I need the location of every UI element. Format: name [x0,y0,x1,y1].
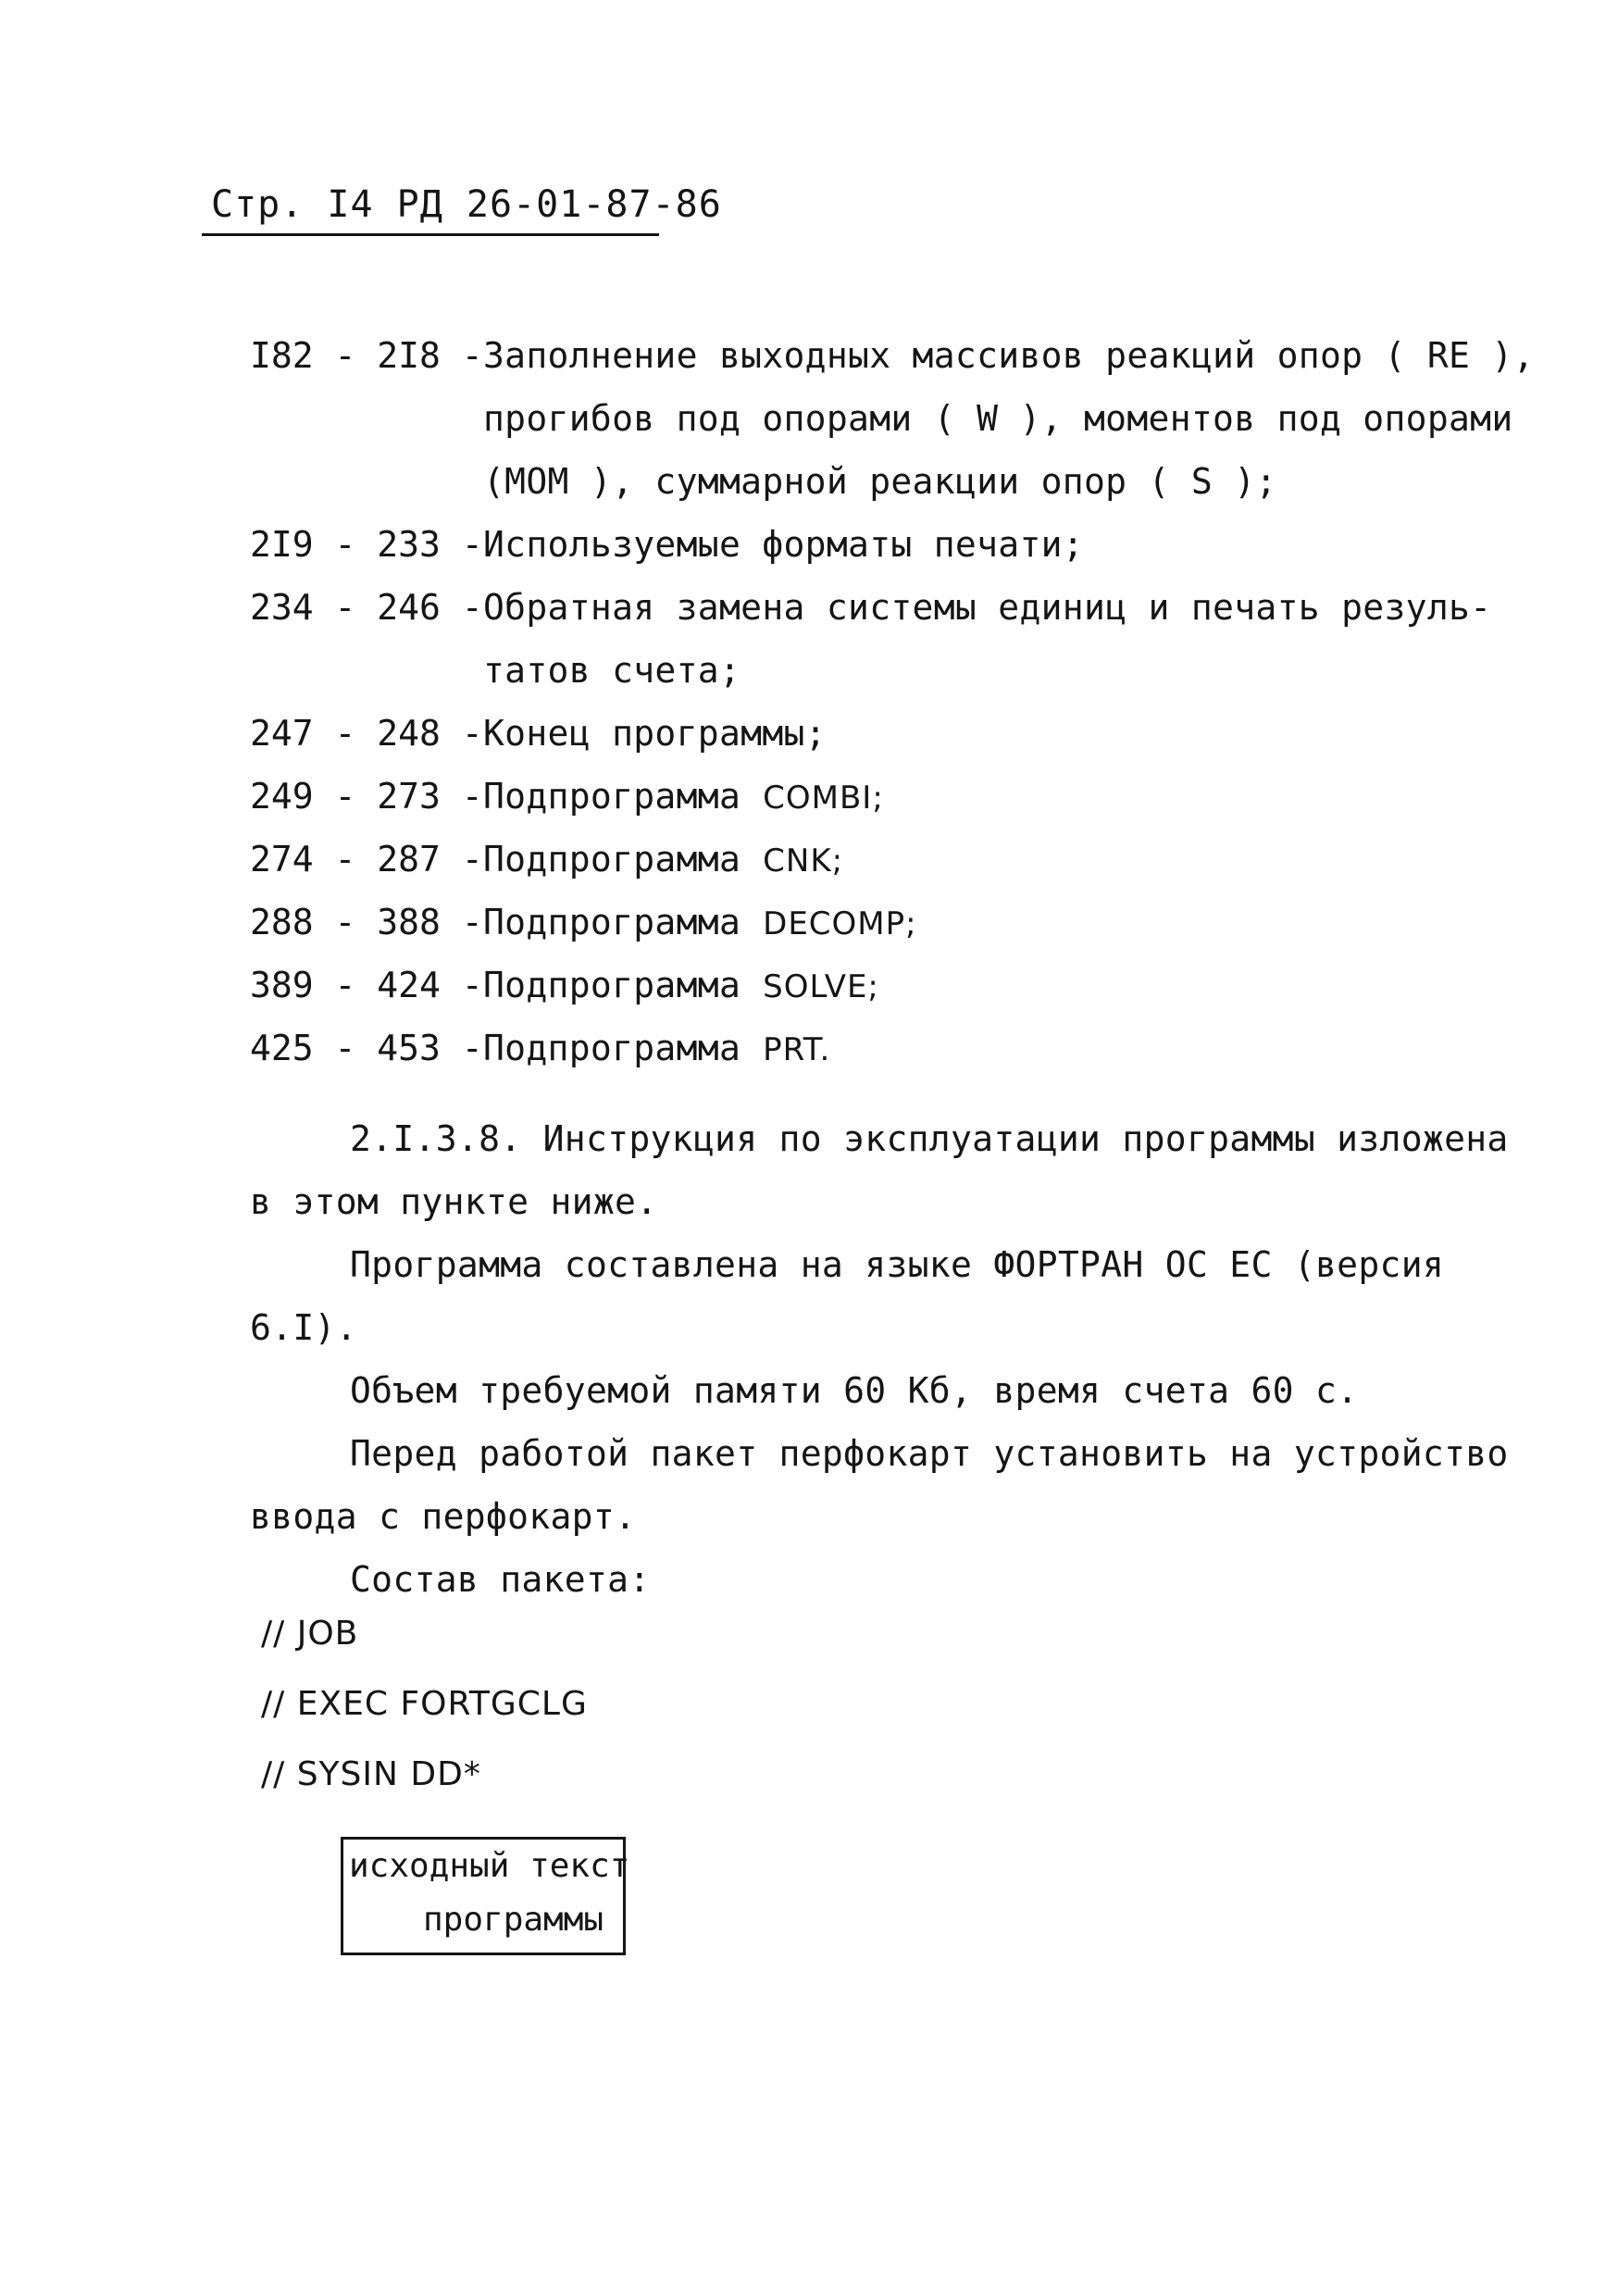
subprogram-label: Подпрограмма [483,965,741,1005]
subprogram-label: Подпрограмма [483,902,741,942]
subprogram-entry [483,776,884,817]
paragraph-line: Перед работой пакет перфокарт установить на устройство [350,1433,1509,1474]
box-line: исходный текст [349,1847,630,1885]
listing-range: 247 - 248 - [250,713,483,754]
box-line: программы [423,1901,604,1939]
subprogram-entry [483,965,879,1005]
subprogram-name: COMBI; [763,780,884,817]
listing-desc: татов счета; [483,650,741,691]
subprogram-label: Подпрограмма [483,1028,741,1068]
subprogram-label: Подпрограмма [483,839,741,880]
listing-desc: Используемые форматы печати; [483,524,1084,565]
subprogram-name: DECOMP; [763,905,917,942]
paragraph-line: ввода с перфокарт. [250,1496,637,1537]
subprogram-label: Подпрограмма [483,776,741,817]
paragraph-line: 2.I.3.8. Инструкция по эксплуатации программы изложена [350,1118,1509,1159]
paragraph-line: Состав пакета: [350,1559,651,1600]
paragraph-line: Объем требуемой памяти 60 Кб, время счета 60 с. [350,1370,1359,1411]
subprogram-entry [483,902,917,942]
listing-desc: Обратная замена системы единиц и печать резуль- [483,587,1492,628]
listing-desc: Заполнение выходных массивов реакций опор ( RE ), [483,335,1535,376]
listing-range: 274 - 287 - [250,839,483,880]
subprogram-entry [483,1028,830,1068]
jcl-sysin-line: // SYSIN DD* [261,1755,481,1793]
header-underline [202,233,659,236]
listing-desc: Конец программы; [483,713,827,754]
subprogram-name: PRT. [763,1031,831,1068]
listing-range: 249 - 273 - [250,776,483,817]
listing-desc: (MOM ), суммарной реакции опор ( S ); [483,461,1277,502]
paragraph-line: 6.I). [250,1307,357,1348]
subprogram-entry [483,839,843,880]
listing-range: 425 - 453 - [250,1028,483,1068]
listing-range: 234 - 246 - [250,587,483,628]
subprogram-name: SOLVE; [763,968,879,1005]
source-text-box [341,1837,630,1955]
jcl-exec-line: // EXEC FORTGCLG [261,1685,588,1723]
listing-range: 2I9 - 233 - [250,524,483,565]
page-header: Стр. I4 РД 26-01-87-86 [211,183,722,226]
listing-range: I82 - 2I8 - [250,335,483,376]
listing-desc: прогибов под опорами ( W ), моментов под опорами [483,398,1513,439]
listing-range: 288 - 388 - [250,902,483,942]
paragraph-line: в этом пункте ниже. [250,1181,658,1222]
listing-range: 389 - 424 - [250,965,483,1005]
jcl-job-line: // JOB [261,1615,359,1653]
paragraph-line: Программа составлена на языке ФОРТРАН ОС ЕС (версия [350,1244,1445,1285]
subprogram-name: CNK; [763,842,844,880]
